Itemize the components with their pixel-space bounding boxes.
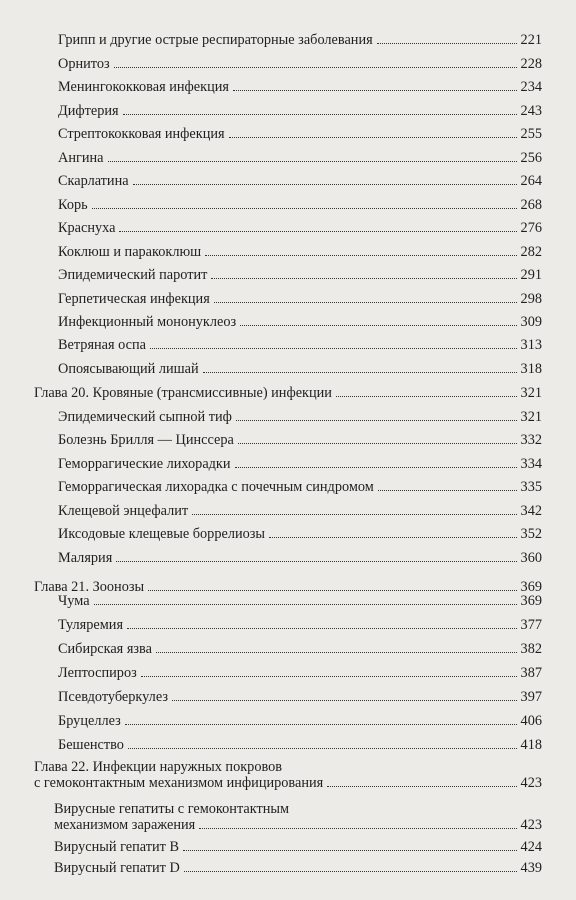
dot-leader — [236, 420, 517, 421]
toc-entry-title-line2: механизмом заражения — [54, 816, 196, 833]
toc-entry-line1: Вирусные гепатиты с гемоконтактным — [54, 801, 290, 817]
toc-entry — [58, 190, 542, 212]
dot-leader — [378, 490, 517, 491]
toc-entry-page: 397 — [520, 688, 542, 705]
toc-entry-title: Ангина — [58, 149, 104, 166]
dot-leader — [128, 748, 517, 749]
dot-leader — [229, 137, 517, 138]
toc-entry — [58, 425, 542, 447]
toc-entry-title: Лептоспироз — [58, 664, 137, 681]
dot-leader — [116, 561, 516, 562]
toc-entry-title: Чума — [58, 592, 90, 609]
toc-entry — [54, 832, 542, 854]
toc-entry — [58, 284, 542, 306]
toc-entry-page: 377 — [520, 616, 542, 633]
dot-leader — [205, 255, 516, 256]
dot-leader — [235, 467, 517, 468]
toc-entry-page: 423 — [520, 774, 542, 791]
dot-leader — [183, 850, 517, 851]
dot-leader — [377, 43, 517, 44]
toc-entry — [58, 307, 542, 329]
toc-entry-page: 332 — [520, 431, 542, 448]
toc-entry-page: 313 — [520, 336, 542, 353]
toc-entry — [58, 25, 542, 47]
toc-entry-title: Инфекционный мононуклеоз — [58, 313, 237, 330]
toc-entry-page: 282 — [520, 243, 542, 260]
toc-entry — [58, 143, 542, 165]
toc-entry-title: Геморрагическая лихорадка с почечным синдромом — [58, 478, 374, 495]
toc-entry-page: 221 — [520, 31, 542, 48]
toc-entry-title: Псевдотуберкулез — [58, 688, 168, 705]
dot-leader — [108, 161, 517, 162]
dot-leader — [240, 325, 516, 326]
toc-entry-page: 291 — [520, 266, 542, 283]
toc-entry — [58, 682, 542, 704]
dot-leader — [172, 700, 517, 701]
toc-entry — [58, 119, 542, 141]
dot-leader — [123, 114, 517, 115]
toc-entry-page: 234 — [520, 78, 542, 95]
dot-leader — [156, 652, 517, 653]
toc-entry-page: 406 — [520, 712, 542, 729]
toc-entry-page: 228 — [520, 55, 542, 72]
toc-entry — [58, 330, 542, 352]
toc-entry-page: 334 — [520, 455, 542, 472]
toc-entry — [54, 810, 542, 832]
toc-entry — [58, 166, 542, 188]
toc-entry — [54, 853, 542, 875]
dot-leader — [119, 231, 516, 232]
dot-leader — [125, 724, 517, 725]
toc-entry-title: Орнитоз — [58, 55, 110, 72]
toc-entry — [58, 213, 542, 235]
toc-chapter-22 — [34, 768, 542, 790]
toc-entry-title: Стрептококковая инфекция — [58, 125, 225, 142]
dot-leader — [127, 628, 517, 629]
toc-entry-title: Дифтерия — [58, 102, 119, 119]
dot-leader — [199, 828, 516, 829]
dot-leader — [150, 348, 517, 349]
toc-entry-page: 439 — [520, 859, 542, 876]
toc-entry-title: Вирусный гепатит D — [54, 859, 180, 876]
toc-entry — [58, 634, 542, 656]
toc-chapter-title-line2: с гемоконтактным механизмом инфицирования — [34, 774, 324, 791]
dot-leader — [184, 871, 517, 872]
toc-entry-page: 298 — [520, 290, 542, 307]
toc-entry-title: Герпетическая инфекция — [58, 290, 210, 307]
toc-entry — [58, 237, 542, 259]
toc-entry — [58, 96, 542, 118]
dot-leader — [92, 208, 517, 209]
toc-entry-page: 309 — [520, 313, 542, 330]
toc-entry — [58, 730, 542, 752]
toc-entry — [58, 658, 542, 680]
toc-entry-page: 369 — [520, 578, 542, 595]
dot-leader — [94, 604, 517, 605]
toc-entry — [58, 402, 542, 424]
toc-entry-title: Эпидемический сыпной тиф — [58, 408, 232, 425]
toc-entry-title: Краснуха — [58, 219, 116, 236]
toc-chapter-title: Глава 20. Кровяные (трансмиссивные) инфекции — [34, 384, 332, 401]
dot-leader — [114, 67, 517, 68]
dot-leader — [269, 537, 517, 538]
toc-entry-page: 423 — [520, 816, 542, 833]
dot-leader — [238, 443, 517, 444]
toc-entry-title: Менингококковая инфекция — [58, 78, 229, 95]
toc-entry-title: Корь — [58, 196, 88, 213]
dot-leader — [233, 90, 517, 91]
toc-entry-page: 342 — [520, 502, 542, 519]
toc-entry-page: 424 — [520, 838, 542, 855]
toc-entry-page: 352 — [520, 525, 542, 542]
toc-entry-title: Бешенство — [58, 736, 124, 753]
toc-entry — [58, 449, 542, 471]
toc-entry-page: 369 — [520, 592, 542, 609]
toc-entry-title: Коклюш и паракоклюш — [58, 243, 202, 260]
dot-leader — [327, 786, 516, 787]
toc-entry — [58, 72, 542, 94]
toc-entry-page: 387 — [520, 664, 542, 681]
toc-entry-page: 255 — [520, 125, 542, 142]
toc-entry-page: 321 — [520, 384, 542, 401]
toc-chapter-22-line1: Глава 22. Инфекции наружных покровов — [34, 759, 283, 775]
toc-entry-title: Клещевой энцефалит — [58, 502, 189, 519]
toc-chapter-20 — [34, 378, 542, 400]
toc-entry — [58, 260, 542, 282]
dot-leader — [211, 278, 516, 279]
toc-entry-page: 243 — [520, 102, 542, 119]
dot-leader — [214, 302, 517, 303]
toc-entry-title: Скарлатина — [58, 172, 129, 189]
toc-entry-title: Сибирская язва — [58, 640, 152, 657]
toc-entry-title: Ветряная оспа — [58, 336, 147, 353]
toc-entry — [58, 354, 542, 376]
toc-entry-page: 418 — [520, 736, 542, 753]
dot-leader — [336, 396, 517, 397]
toc-entry-title: Болезнь Брилля — Цинссера — [58, 431, 234, 448]
toc-entry-title: Иксодовые клещевые боррелиозы — [58, 525, 266, 542]
toc-entry-page: 321 — [520, 408, 542, 425]
toc-entry-title: Грипп и другие острые респираторные заболевания — [58, 31, 373, 48]
toc-entry — [58, 519, 542, 541]
toc-entry-page: 268 — [520, 196, 542, 213]
toc-entry-title: Малярия — [58, 549, 113, 566]
toc-entry — [58, 586, 542, 608]
toc-entry — [58, 496, 542, 518]
toc-entry-page: 256 — [520, 149, 542, 166]
toc-entry-title: Опоясывающий лишай — [58, 360, 199, 377]
toc-entry-page: 264 — [520, 172, 542, 189]
toc-entry-title: Геморрагические лихорадки — [58, 455, 231, 472]
toc-entry — [58, 49, 542, 71]
dot-leader — [133, 184, 517, 185]
toc-entry-title: Туляремия — [58, 616, 124, 633]
toc-chapter-title: Глава 21. Зоонозы — [34, 578, 145, 595]
toc-entry — [58, 706, 542, 728]
toc-entry — [58, 610, 542, 632]
toc-entry-page: 318 — [520, 360, 542, 377]
toc-entry-title: Эпидемический паротит — [58, 266, 208, 283]
toc-entry-page: 382 — [520, 640, 542, 657]
toc-entry-title: Вирусный гепатит В — [54, 838, 180, 855]
toc-entry — [58, 472, 542, 494]
toc-entry — [58, 543, 542, 565]
toc-entry-page: 276 — [520, 219, 542, 236]
dot-leader — [141, 676, 517, 677]
dot-leader — [203, 372, 517, 373]
toc-entry-title: Бруцеллез — [58, 712, 121, 729]
dot-leader — [192, 514, 516, 515]
toc-entry-page: 360 — [520, 549, 542, 566]
toc-entry-page: 335 — [520, 478, 542, 495]
